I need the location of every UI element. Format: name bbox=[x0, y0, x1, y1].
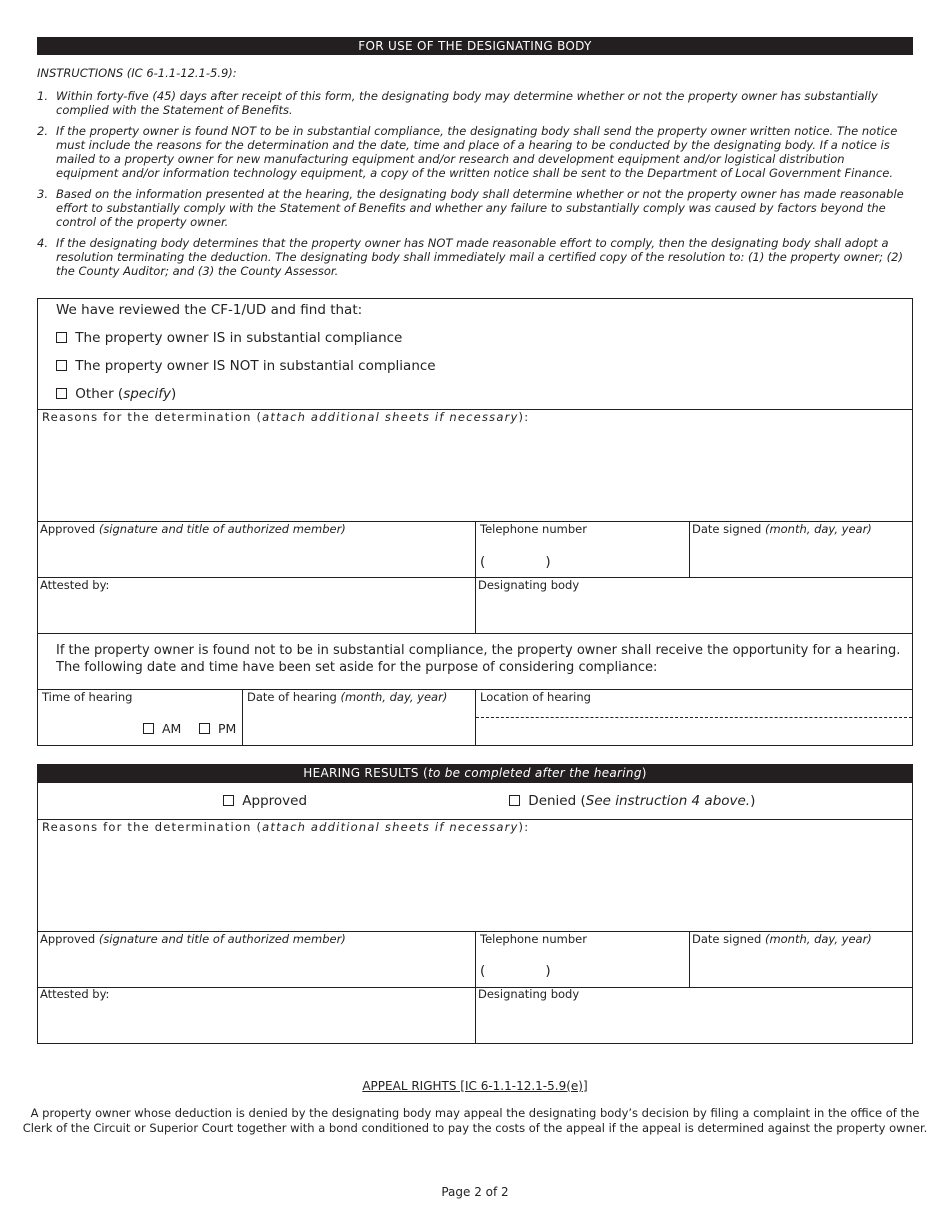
option-in-compliance-label: The property owner IS in substantial compliance bbox=[75, 330, 403, 346]
location-of-hearing-field[interactable] bbox=[476, 718, 912, 745]
instruction-number: 2. bbox=[37, 124, 48, 138]
attested-by-label: Attested by: bbox=[40, 578, 110, 592]
result-denied[interactable] bbox=[509, 793, 755, 809]
date-signed-label: Date signed (month, day, year) bbox=[692, 932, 872, 946]
section-header-bar: FOR USE OF THE DESIGNATING BODY bbox=[37, 37, 913, 55]
appeal-rights-heading: APPEAL RIGHTS [IC 6-1.1-12.1-5.9(e)] bbox=[362, 1079, 588, 1093]
results-reasons-field[interactable] bbox=[38, 836, 912, 930]
instruction-text: Based on the information presented at the hearing, the designating body shall determine whether or not the property owner has made reasonable effort to substantially comply with the Statement of Benefits and whether any failure to substantially comply was caused by factors beyond the control of the property owner. bbox=[56, 187, 904, 229]
telephone-field[interactable]: ( ) bbox=[480, 554, 551, 570]
option-not-in-compliance-label: The property owner IS NOT in substantial compliance bbox=[75, 358, 436, 374]
instruction-text: Within forty-five (45) days after receipt of this form, the designating body may determine whether or not the property owner has substantially complied with the Statement of Benefits. bbox=[56, 89, 878, 117]
instruction-item bbox=[37, 124, 907, 180]
result-approved-label: Approved bbox=[242, 793, 308, 809]
hearing-notice-line1: If the property owner is found not to be in substantial compliance, the property owner shall receive the opportunity for a hearing. bbox=[56, 643, 901, 658]
result-approved[interactable] bbox=[223, 793, 307, 809]
attested-by-field[interactable] bbox=[38, 1003, 474, 1043]
reasons-label: Reasons for the determination (attach additional sheets if necessary): bbox=[42, 410, 530, 424]
date-of-hearing-field[interactable] bbox=[243, 706, 474, 745]
time-of-hearing-label: Time of hearing bbox=[42, 690, 133, 704]
attested-by-label: Attested by: bbox=[40, 987, 110, 1001]
appeal-line2: Clerk of the Circuit or Superior Court together with a bond conditioned to pay the costs of the appeal if the appeal is determined against the property owner. bbox=[22, 1121, 928, 1135]
designating-body-label: Designating body bbox=[478, 987, 580, 1001]
am-label: AM bbox=[161, 721, 182, 736]
approved-label: Approved (signature and title of authorized member) bbox=[40, 522, 346, 536]
approved-signature-field[interactable] bbox=[38, 948, 474, 986]
approved-signature-field[interactable] bbox=[38, 538, 474, 576]
instruction-number: 1. bbox=[37, 89, 48, 103]
results-reasons-label: Reasons for the determination (attach additional sheets if necessary): bbox=[42, 820, 530, 834]
date-of-hearing-label: Date of hearing (month, day, year) bbox=[247, 690, 448, 704]
appeal-line1: A property owner whose deduction is denied by the designating body may appeal the designating body’s decision by filing a complaint in the office of the bbox=[30, 1106, 920, 1120]
result-denied-label: Denied (See instruction 4 above.) bbox=[528, 793, 756, 809]
instructions bbox=[37, 66, 907, 285]
checkbox-pm[interactable] bbox=[199, 723, 210, 734]
telephone-label: Telephone number bbox=[480, 522, 587, 536]
date-signed-field[interactable] bbox=[690, 948, 912, 986]
checkbox-other[interactable] bbox=[56, 388, 67, 399]
instruction-number: 3. bbox=[37, 187, 48, 201]
instruction-text: If the property owner is found NOT to be in substantial compliance, the designating body shall send the property owner written notice. The notice must include the reasons for the determination and the date, time and place of a hearing to be conducted by the designating body. If a notice is mailed to a property owner for new manufacturing equipment and/or research and development equipment and/or logistical distribution equipment and/or information technology equipment, a copy of the written notice shall be sent to the Department of Local Government Finance. bbox=[56, 124, 898, 180]
approved-label: Approved (signature and title of authorized member) bbox=[40, 932, 346, 946]
am-option[interactable] bbox=[143, 721, 181, 736]
instruction-number: 4. bbox=[37, 236, 48, 250]
checkbox-approved[interactable] bbox=[223, 795, 234, 806]
instructions-heading: INSTRUCTIONS (IC 6-1.1-12.1-5.9): bbox=[37, 66, 237, 80]
instruction-item bbox=[37, 236, 907, 278]
appeal-rights-text bbox=[20, 1106, 930, 1136]
date-signed-label: Date signed (month, day, year) bbox=[692, 522, 872, 536]
instruction-item bbox=[37, 187, 907, 229]
checkbox-denied[interactable] bbox=[509, 795, 520, 806]
option-not-in-compliance[interactable] bbox=[56, 358, 436, 374]
hearing-notice-line2: The following date and time have been set aside for the purpose of considering compliance: bbox=[56, 660, 658, 675]
appeal-rights-heading-wrap bbox=[0, 1075, 950, 1094]
telephone-label: Telephone number bbox=[480, 932, 587, 946]
checkbox-in-compliance[interactable] bbox=[56, 332, 67, 343]
reasons-field[interactable] bbox=[38, 426, 912, 520]
option-other-label: Other (specify) bbox=[75, 386, 177, 402]
option-in-compliance[interactable] bbox=[56, 330, 402, 346]
date-signed-field[interactable] bbox=[690, 538, 912, 576]
option-other[interactable] bbox=[56, 386, 176, 402]
designating-body-label: Designating body bbox=[478, 578, 580, 592]
instruction-text: If the designating body determines that the property owner has NOT made reasonable effort to comply, then the designating body shall adopt a resolution terminating the deduction. The designating body shall immediately mail a certified copy of the resolution to: (1) the property owner; (2) the County Auditor; and (3) the County Assessor. bbox=[56, 236, 903, 278]
designating-body-field[interactable] bbox=[476, 594, 912, 632]
checkbox-not-in-compliance[interactable] bbox=[56, 360, 67, 371]
pm-label: PM bbox=[217, 721, 237, 736]
hearing-notice bbox=[56, 642, 900, 676]
checkbox-am[interactable] bbox=[143, 723, 154, 734]
telephone-field[interactable]: ( ) bbox=[480, 963, 551, 979]
location-of-hearing-label: Location of hearing bbox=[480, 690, 591, 704]
attested-by-field[interactable] bbox=[38, 594, 474, 632]
page-number: Page 2 of 2 bbox=[441, 1185, 509, 1199]
instruction-item bbox=[37, 89, 907, 117]
designating-body-field[interactable] bbox=[476, 1003, 912, 1043]
review-intro: We have reviewed the CF-1/UD and find that: bbox=[56, 302, 363, 318]
pm-option[interactable] bbox=[199, 721, 236, 736]
hearing-results-bar: HEARING RESULTS (to be completed after the hearing) bbox=[37, 764, 913, 783]
